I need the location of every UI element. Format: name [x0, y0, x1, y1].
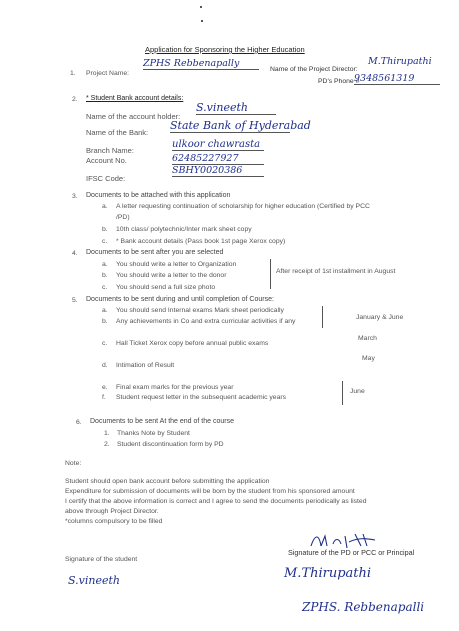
section-number: 6.	[76, 419, 82, 426]
student-signature-label: Signature of the student	[65, 556, 138, 563]
scan-dot	[200, 6, 202, 8]
branch-name-value: ulkoor chawrasta	[172, 139, 264, 151]
brace	[322, 306, 323, 328]
month-note: May	[362, 355, 375, 362]
ifsc-code-value: SBHY0020386	[172, 165, 264, 177]
list-marker: 2.	[104, 441, 110, 448]
section6-heading: Documents to be sent At the end of the course	[90, 418, 234, 425]
list-item: * Bank account details (Pass book 1st page Xerox copy)	[116, 238, 286, 245]
branch-name-label: Branch Name:	[86, 146, 134, 155]
student-signature-value: S.vineeth	[68, 574, 120, 587]
pd-phone-value: 9348561319	[354, 73, 440, 85]
scan-dot	[201, 20, 203, 22]
project-director-label: Name of the Project Director:	[270, 66, 358, 73]
list-marker: a.	[102, 307, 108, 314]
section5-heading: Documents to be sent during and until completion of Course:	[86, 296, 274, 303]
pd-stamp-school: ZPHS. Rebbenapalli	[302, 600, 425, 614]
list-marker: 1.	[104, 430, 110, 437]
section-number: 1.	[70, 70, 76, 77]
account-holder-value: S.vineeth	[196, 101, 276, 115]
list-marker: b.	[102, 226, 108, 233]
section3-heading: Documents to be attached with this application	[86, 192, 231, 199]
list-item: Hall Ticket Xerox copy before annual public exams	[116, 340, 269, 347]
note-line: above through Project Director.	[65, 508, 159, 515]
list-item: A letter requesting continuation of scholarship for higher education (Certified by PCC	[116, 203, 370, 210]
note-line: I certify that the above information is correct and I agree to send the documents periodically as listed	[65, 498, 367, 505]
pd-signature-label: Signature of the PD or PCC or Principal	[288, 548, 415, 557]
list-marker: a.	[102, 203, 108, 210]
list-marker: c.	[102, 284, 108, 291]
section-number: 2.	[72, 96, 78, 103]
list-marker: d.	[102, 362, 108, 369]
pd-stamp-name: M.Thirupathi	[284, 566, 372, 581]
list-item: Student discontinuation form by PD	[117, 441, 224, 448]
page-title: Application for Sponsoring the Higher Education	[145, 45, 305, 54]
account-holder-label: Name of the account holder:	[86, 112, 181, 121]
bank-name-label: Name of the Bank:	[86, 128, 149, 137]
list-item: Intimation of Result	[116, 362, 175, 369]
section4-heading: Documents to be sent after you are selected	[86, 249, 224, 256]
list-marker: b.	[102, 272, 108, 279]
list-marker: a.	[102, 261, 108, 268]
bank-name-value: State Bank of Hyderabad	[170, 119, 311, 132]
note-line: Student should open bank account before submitting the application	[65, 478, 270, 485]
ifsc-code-label: IFSC Code:	[86, 174, 126, 183]
section-number: 5.	[72, 297, 78, 304]
list-marker: c.	[102, 340, 108, 347]
bank-details-heading: * Student Bank account details:	[86, 95, 184, 102]
section-number: 3.	[72, 193, 78, 200]
month-note: June	[350, 388, 365, 395]
project-director-value: M.Thirupathi	[368, 56, 432, 67]
list-item: You should write a letter to Organization	[116, 261, 237, 268]
list-item: Student request letter in the subsequent academic years	[116, 394, 287, 401]
brace	[270, 259, 271, 289]
account-no-value: 62485227927	[172, 153, 264, 165]
list-marker: c.	[102, 238, 108, 245]
section4-note: After receipt of 1st installment in August	[276, 268, 396, 275]
pd-phone-label: PD's Phone #	[318, 78, 360, 85]
list-marker: b.	[102, 318, 108, 325]
month-note: January & June	[356, 314, 404, 321]
list-item: Any achievements in Co and extra curricular activities if any	[116, 318, 296, 325]
list-item: You should send a full size photo	[116, 284, 216, 291]
list-item: Final exam marks for the previous year	[116, 384, 234, 391]
list-marker: e.	[102, 384, 108, 391]
list-item: You should send Internal exams Mark sheet periodically	[116, 307, 284, 314]
brace	[342, 381, 343, 405]
note-line: Expenditure for submission of documents will be born by the student from his sponsored amount	[65, 488, 355, 495]
project-name-value: ZPHS Rebbenapally	[143, 58, 259, 70]
account-no-label: Account No.	[86, 156, 127, 165]
month-note: March	[358, 335, 377, 342]
list-item-continuation: /PD)	[116, 214, 130, 221]
note-line: *columns compulsory to be filled	[65, 518, 163, 525]
list-item: You should write a letter to the donor	[116, 272, 227, 279]
section-number: 4.	[72, 250, 78, 257]
list-marker: f.	[102, 394, 106, 401]
project-name-label: Project Name:	[86, 70, 130, 77]
list-item: 10th class/ polytechnic/Inter mark sheet copy	[116, 226, 252, 233]
list-item: Thanks Note by Student	[117, 430, 190, 437]
note-label: Note:	[65, 460, 82, 467]
